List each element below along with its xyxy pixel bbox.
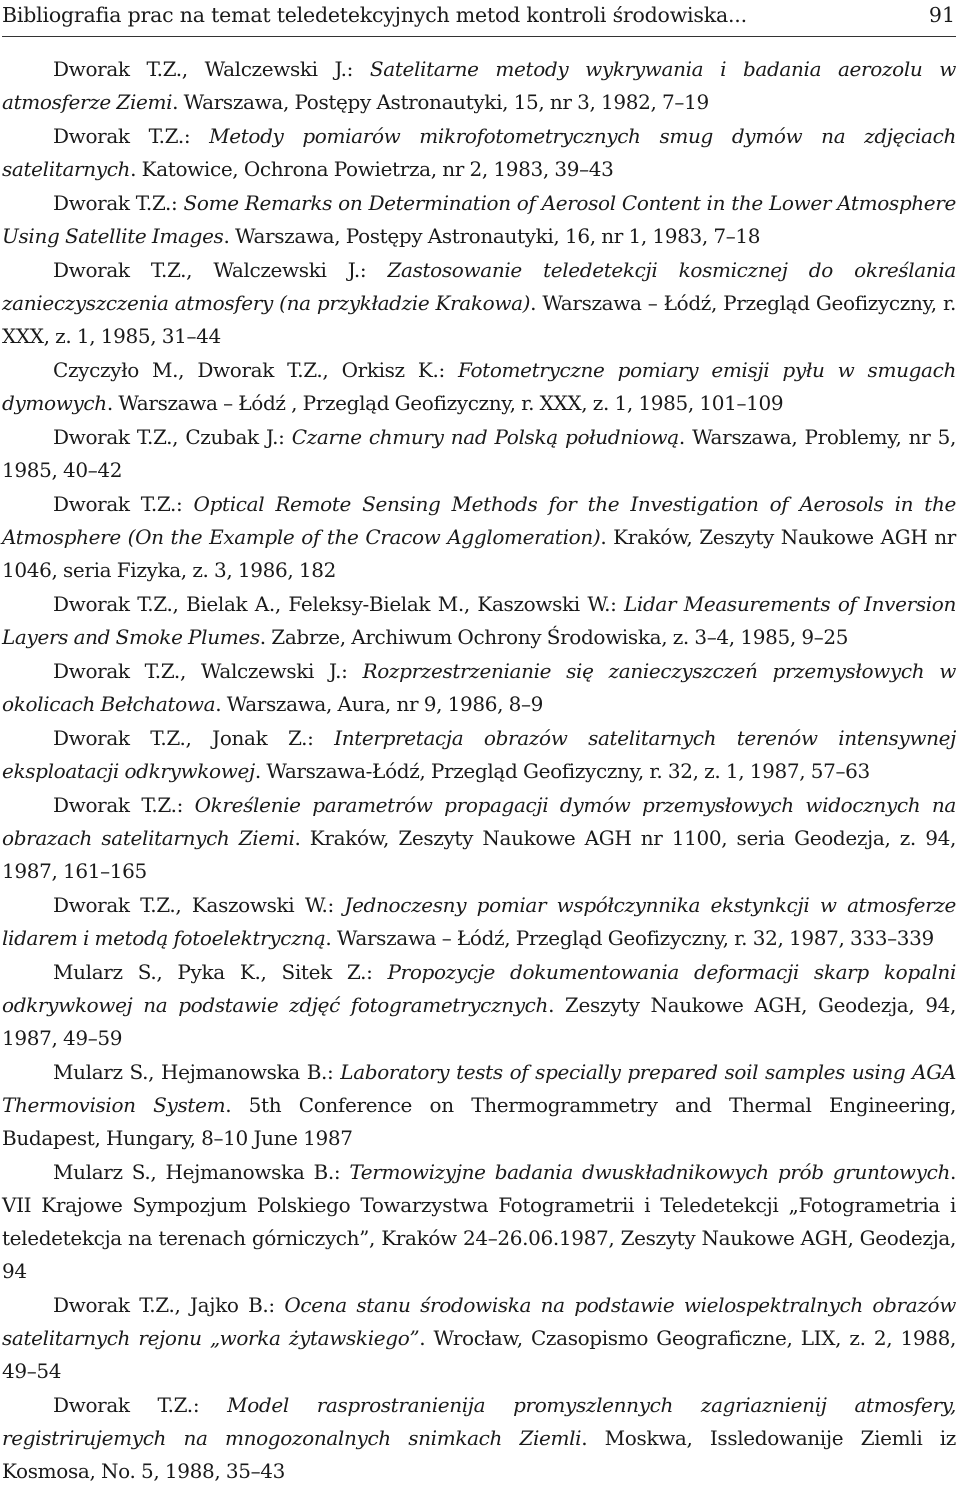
bibliography-entry — [2, 421, 956, 487]
entry-authors: Dworak T.Z.: — [53, 492, 194, 516]
entry-publication: . Warszawa, Postępy Astronautyki, 15, nr 3, 1982, 7–19 — [172, 90, 709, 114]
entry-authors: Dworak T.Z., Walczewski J.: — [53, 57, 370, 81]
bibliography-entry — [2, 1056, 956, 1155]
entry-authors: Dworak T.Z.: — [53, 191, 184, 215]
bibliography-entry — [2, 956, 956, 1055]
entry-publication: . Warszawa, Aura, nr 9, 1986, 8–9 — [215, 692, 543, 716]
entry-publication: . Warszawa – Łódź, Przegląd Geofizyczny, r. 32, 1987, 333–339 — [325, 926, 934, 950]
entry-authors: Dworak T.Z., Czubak J.: — [53, 425, 292, 449]
bibliography-entry — [2, 655, 956, 721]
entry-publication: . Warszawa – Łódź , Przegląd Geofizyczny, r. XXX, z. 1, 1985, 101–109 — [106, 391, 784, 415]
entry-authors: Dworak T.Z., Kaszowski W.: — [53, 893, 345, 917]
entry-title: Termowizyjne badania dwuskładnikowych prób gruntowych — [349, 1160, 950, 1184]
entry-authors: Mularz S., Hejmanowska B.: — [53, 1060, 341, 1084]
entry-title: Optical Remote Sensing Methods for the Investigation of Aerosols in the Atmosphere (On the Example of the Cracow Agglomeration) — [2, 492, 956, 549]
entry-title: Model rasprostranienija promyszlennych zagriaznienij atmosfery, registrirujemych na mnogozonalnych snimkach Ziemli — [2, 1393, 956, 1450]
entry-authors: Czyczyło M., Dworak T.Z., Orkisz K.: — [53, 358, 459, 382]
bibliography-entry — [2, 1389, 956, 1488]
entry-title: Some Remarks on Determination of Aerosol Content in the Lower Atmosphere Using Satellite Images — [2, 191, 956, 248]
entry-title: Propozycje dokumentowania deformacji skarp kopalni odkrywkowej na podstawie zdjęć fotogrametrycznych — [2, 960, 956, 1017]
entry-title: Zastosowanie teledetekcji kosmicznej do określania zanieczyszczenia atmosfery (na przykładzie Krakowa) — [2, 258, 956, 315]
page-number: 91 — [928, 3, 955, 27]
bibliography-entry — [2, 1289, 956, 1388]
entry-publication: . 5th Conference on Thermogrammetry and Thermal Engineering, Budapest, Hungary, 8–10 June 1987 — [2, 1093, 956, 1150]
entry-authors: Dworak T.Z.: — [53, 1393, 228, 1417]
entry-title: Interpretacja obrazów satelitarnych terenów intensywnej eksploatacji odkrywkowej — [2, 726, 956, 783]
bibliography-entry — [2, 1156, 956, 1288]
entry-publication: . Kraków, Zeszyty Naukowe AGH nr 1100, seria Geodezja, z. 94, 1987, 161–165 — [2, 826, 956, 883]
entry-publication: . Warszawa-Łódź, Przegląd Geofizyczny, r. 32, z. 1, 1987, 57–63 — [254, 759, 870, 783]
entry-title: Ocena stanu środowiska na podstawie wielospektralnych obrazów satelitarnych rejonu „worka żytawskiego” — [2, 1293, 956, 1350]
entry-authors: Mularz S., Hejmanowska B.: — [53, 1160, 350, 1184]
bibliography-list — [2, 53, 956, 1489]
entry-publication: . Warszawa – Łódź, Przegląd Geofizyczny, r. XXX, z. 1, 1985, 31–44 — [2, 291, 956, 348]
entry-publication: . Moskwa, Issledowanije Ziemli iz Kosmosa, No. 5, 1988, 35–43 — [2, 1426, 956, 1483]
entry-title: Określenie parametrów propagacji dymów przemysłowych widocznych na obrazach satelitarnych Ziemi — [2, 793, 956, 850]
bibliography-entry — [2, 53, 956, 119]
entry-title: Jednoczesny pomiar współczynnika ekstynkcji w atmosferze lidarem i metodą fotoelektryczną — [2, 893, 956, 950]
bibliography-entry — [2, 120, 956, 186]
entry-publication: . Katowice, Ochrona Powietrza, nr 2, 1983, 39–43 — [130, 157, 614, 181]
running-title: Bibliografia prac na temat teledetekcyjnych metod kontroli środowiska... — [2, 3, 747, 27]
entry-authors: Mularz S., Pyka K., Sitek Z.: — [53, 960, 388, 984]
entry-title: Rozprzestrzenianie się zanieczyszczeń przemysłowych w okolicach Bełchatowa — [2, 659, 957, 716]
entry-authors: Dworak T.Z.: — [53, 124, 210, 148]
bibliography-entry — [2, 889, 956, 955]
entry-title: Metody pomiarów mikrofotometrycznych smug dymów na zdjęciach satelitarnych — [2, 124, 956, 181]
entry-authors: Dworak T.Z., Bielak A., Feleksy-Bielak M., Kaszowski W.: — [53, 592, 624, 616]
entry-authors: Dworak T.Z.: — [53, 793, 195, 817]
bibliography-entry — [2, 354, 956, 420]
entry-publication: . VII Krajowe Sympozjum Polskiego Towarzystwa Fotogrametrii i Teledetekcji „Fotogrametria i teledetekcja na terenach górniczych”, Kraków 24–26.06.1987, Zeszyty Naukowe AGH, Geodezja, 94 — [2, 1160, 956, 1283]
entry-publication: . Wrocław, Czasopismo Geograficzne, LIX, z. 2, 1988, 49–54 — [2, 1326, 957, 1383]
bibliography-entry — [2, 588, 956, 654]
bibliography-entry — [2, 722, 956, 788]
entry-title: Laboratory tests of specially prepared soil samples using AGA Thermovision System — [2, 1060, 956, 1117]
entry-authors: Dworak T.Z., Walczewski J.: — [53, 258, 388, 282]
entry-publication: . Warszawa, Postępy Astronautyki, 16, nr 1, 1983, 7–18 — [223, 224, 761, 248]
entry-publication: . Zeszyty Naukowe AGH, Geodezja, 94, 1987, 49–59 — [2, 993, 956, 1050]
entry-publication: . Zabrze, Archiwum Ochrony Środowiska, z. 3–4, 1985, 9–25 — [259, 625, 849, 649]
bibliography-entry — [2, 254, 956, 353]
entry-authors: Dworak T.Z., Jajko B.: — [53, 1293, 285, 1317]
bibliography-entry — [2, 187, 956, 253]
entry-publication: . Kraków, Zeszyty Naukowe AGH nr 1046, seria Fizyka, z. 3, 1986, 182 — [2, 525, 956, 582]
bibliography-entry — [2, 488, 956, 587]
entry-authors: Dworak T.Z., Jonak Z.: — [53, 726, 335, 750]
entry-publication: . Warszawa, Problemy, nr 5, 1985, 40–42 — [2, 425, 956, 482]
entry-title: Fotometryczne pomiary emisji pyłu w smugach dymowych — [2, 358, 957, 415]
entry-title: Satelitarne metody wykrywania i badania aerozolu w atmosferze Ziemi — [2, 57, 957, 114]
running-header — [2, 2, 956, 37]
entry-title: Czarne chmury nad Polską południową — [291, 425, 679, 449]
bibliography-entry — [2, 789, 956, 888]
entry-authors: Dworak T.Z., Walczewski J.: — [53, 659, 363, 683]
entry-title: Lidar Measurements of Inversion Layers and Smoke Plumes — [2, 592, 956, 649]
